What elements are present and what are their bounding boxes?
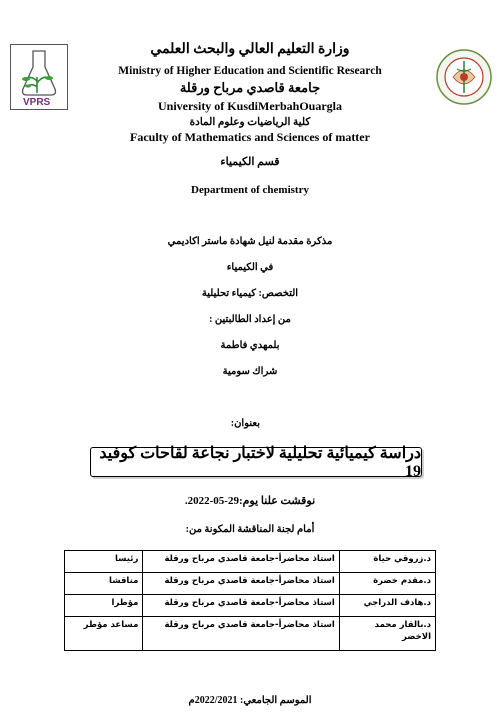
faculty-name-en: Faculty of Mathematics and Sciences of matter xyxy=(130,130,370,144)
table-row xyxy=(65,573,436,595)
jury-rank: استاذ محاضرأ-جامعة قاصدي مرباح ورقلة xyxy=(143,617,339,651)
field-line: في الكيمياء xyxy=(226,262,274,273)
jury-name: د.بالقار محمد الاخضر xyxy=(339,617,435,651)
thesis-title-text: دراسة كيميائية تحليلية لاختبار نجاعة لقاحات كوفيد 19 xyxy=(99,445,421,480)
jury-name: د.مقدم خضرة xyxy=(339,573,435,595)
logo-text: VPRS xyxy=(23,97,51,108)
specialty-line: التخصص: كيمياء تحليلية xyxy=(201,288,299,299)
jury-name: د.هادف الدراجي xyxy=(339,595,435,617)
table-row xyxy=(65,551,436,573)
degree-line: مذكرة مقدمة لنيل شهادة ماستر اكاديمي xyxy=(167,236,333,247)
jury-rank: استاذ محاضرأ-جامعة قاصدي مرباح ورقلة xyxy=(143,573,339,595)
faculty-name-ar: كلية الرياضيات وعلوم المادة xyxy=(189,117,311,128)
thesis-title xyxy=(90,445,422,480)
jury-rank: استاذ محاضرأ-جامعة قاصدي مرباح ورقلة xyxy=(143,551,339,573)
jury-table xyxy=(64,550,436,651)
jury-role: مساعد مؤطر xyxy=(65,617,143,651)
table-row xyxy=(65,595,436,617)
academic-year: الموسم الجامعي: 2022/2021م xyxy=(188,695,312,706)
jury-label: أمام لجنة المناقشة المكونة من: xyxy=(185,524,315,535)
jury-role: رئيسا xyxy=(65,551,143,573)
student-name-2: شراك سومية xyxy=(222,366,278,377)
prepared-by-label: من إعداد الطالبتين : xyxy=(209,314,291,325)
table-row xyxy=(65,617,436,651)
ministry-name-ar: وزارة التعليم العالي والبحث العلمي xyxy=(150,42,350,57)
ministry-name-en: Ministry of Higher Education and Scientific Research xyxy=(118,65,382,77)
department-name-ar: قسم الكيمياء xyxy=(220,156,280,168)
university-name-ar: جامعة قاصدي مرباح ورقلة xyxy=(179,80,321,95)
title-label: بعنوان: xyxy=(230,418,260,429)
jury-rank: استاذ محاضرأ-جامعة قاصدي مرباح ورقلة xyxy=(143,595,339,617)
department-name-en: Department of chemistry xyxy=(191,184,309,196)
jury-role: مناقشا xyxy=(65,573,143,595)
jury-role: مؤطرا xyxy=(65,595,143,617)
student-name-1: بلمهدي فاطمة xyxy=(220,340,280,351)
defense-date: نوقشت علنا يوم:29-05-2022. xyxy=(184,495,316,507)
jury-name: د.زروقي حياة xyxy=(339,551,435,573)
university-name-en: University of KusdiMerbahOuargla xyxy=(157,99,342,113)
